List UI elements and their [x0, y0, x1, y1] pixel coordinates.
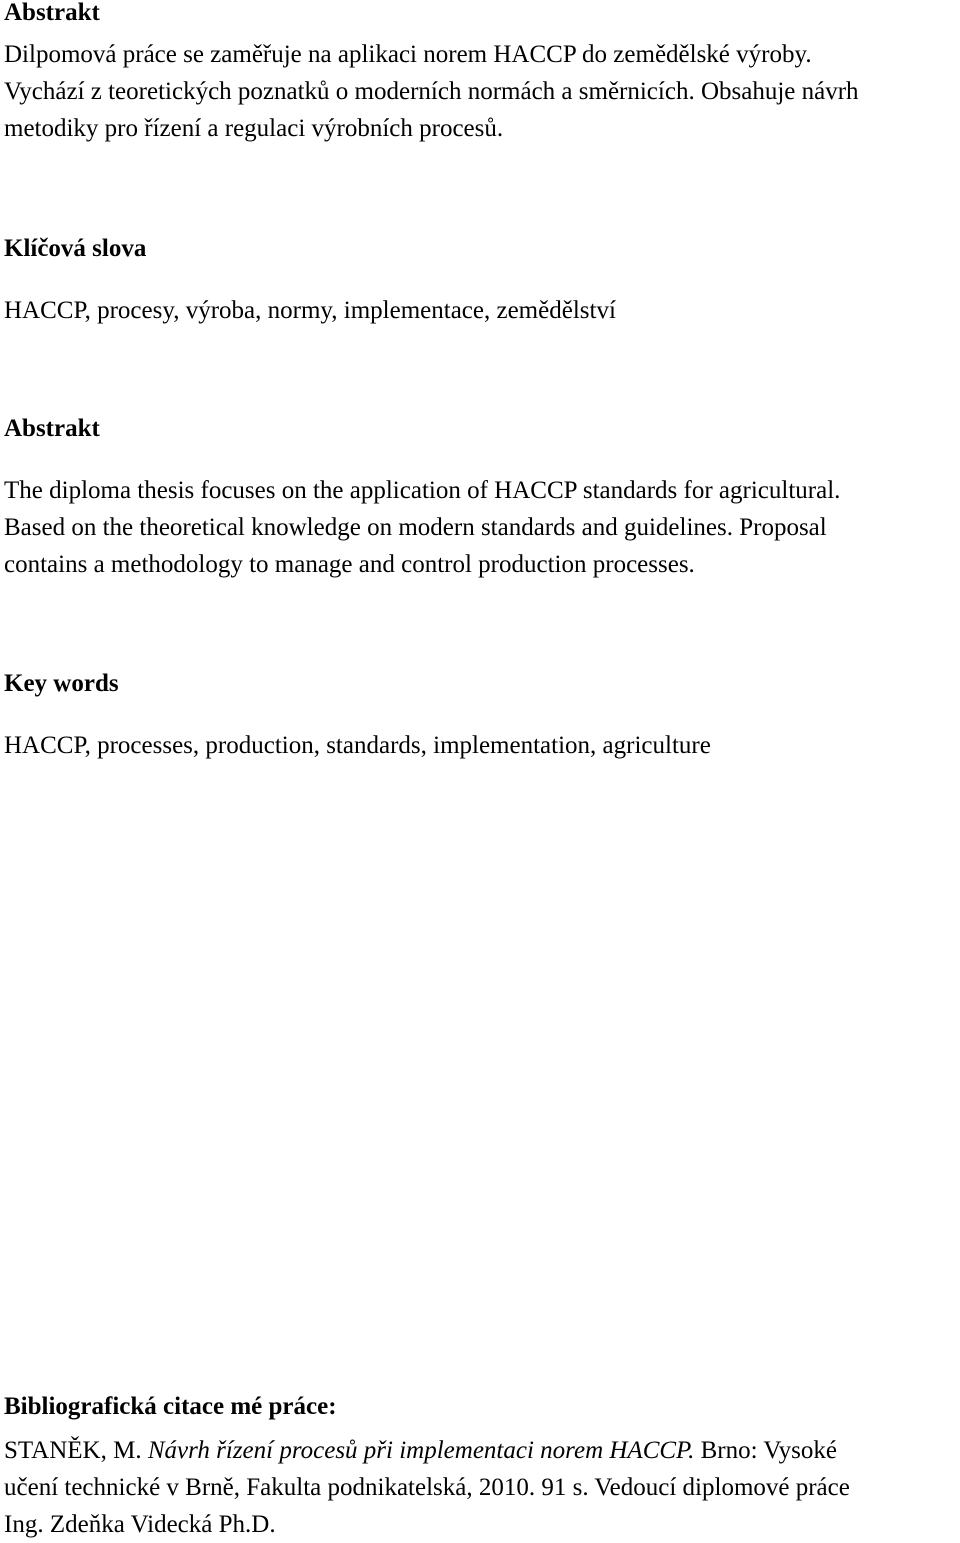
- citation-title: Návrh řízení procesů při implementaci norem HACCP.: [147, 1437, 695, 1464]
- czech-keywords-heading: Klíčová slova: [4, 235, 147, 262]
- citation-line-3: Ing. Zdeňka Videcká Ph.D.: [4, 1511, 276, 1538]
- citation-heading: Bibliografická citace mé práce:: [4, 1393, 337, 1420]
- english-abstract-line: contains a methodology to manage and control production processes.: [4, 551, 695, 578]
- czech-abstract-line: Dilpomová práce se zaměřuje na aplikaci norem HACCP do zemědělské výroby.: [4, 41, 812, 68]
- english-abstract-heading: Abstrakt: [4, 415, 100, 442]
- czech-abstract-text: [4, 36, 956, 147]
- czech-abstract-heading: Abstrakt: [4, 0, 100, 26]
- czech-abstract-line: metodiky pro řízení a regulaci výrobních procesů.: [4, 115, 504, 142]
- english-abstract-text: [4, 472, 956, 583]
- citation-author: STANĚK, M.: [4, 1437, 148, 1464]
- english-keywords-heading: Key words: [4, 670, 119, 697]
- citation-line-2: učení technické v Brně, Fakulta podnikatelská, 2010. 91 s. Vedoucí diplomové práce: [4, 1474, 850, 1501]
- citation-publisher: Brno: Vysoké: [694, 1437, 837, 1464]
- citation-line-1: [4, 1432, 956, 1469]
- english-abstract-line: The diploma thesis focuses on the application of HACCP standards for agricultural.: [4, 477, 841, 504]
- czech-keywords-text: [4, 292, 956, 329]
- english-keywords-text: [4, 727, 956, 764]
- english-keywords-line: HACCP, processes, production, standards, implementation, agriculture: [4, 732, 711, 759]
- citation-text: [4, 1432, 956, 1543]
- czech-abstract-line: Vychází z teoretických poznatků o moderních normách a směrnicích. Obsahuje návrh: [4, 78, 859, 105]
- english-abstract-line: Based on the theoretical knowledge on modern standards and guidelines. Proposal: [4, 514, 827, 541]
- czech-keywords-line: HACCP, procesy, výroba, normy, implementace, zemědělství: [4, 297, 616, 324]
